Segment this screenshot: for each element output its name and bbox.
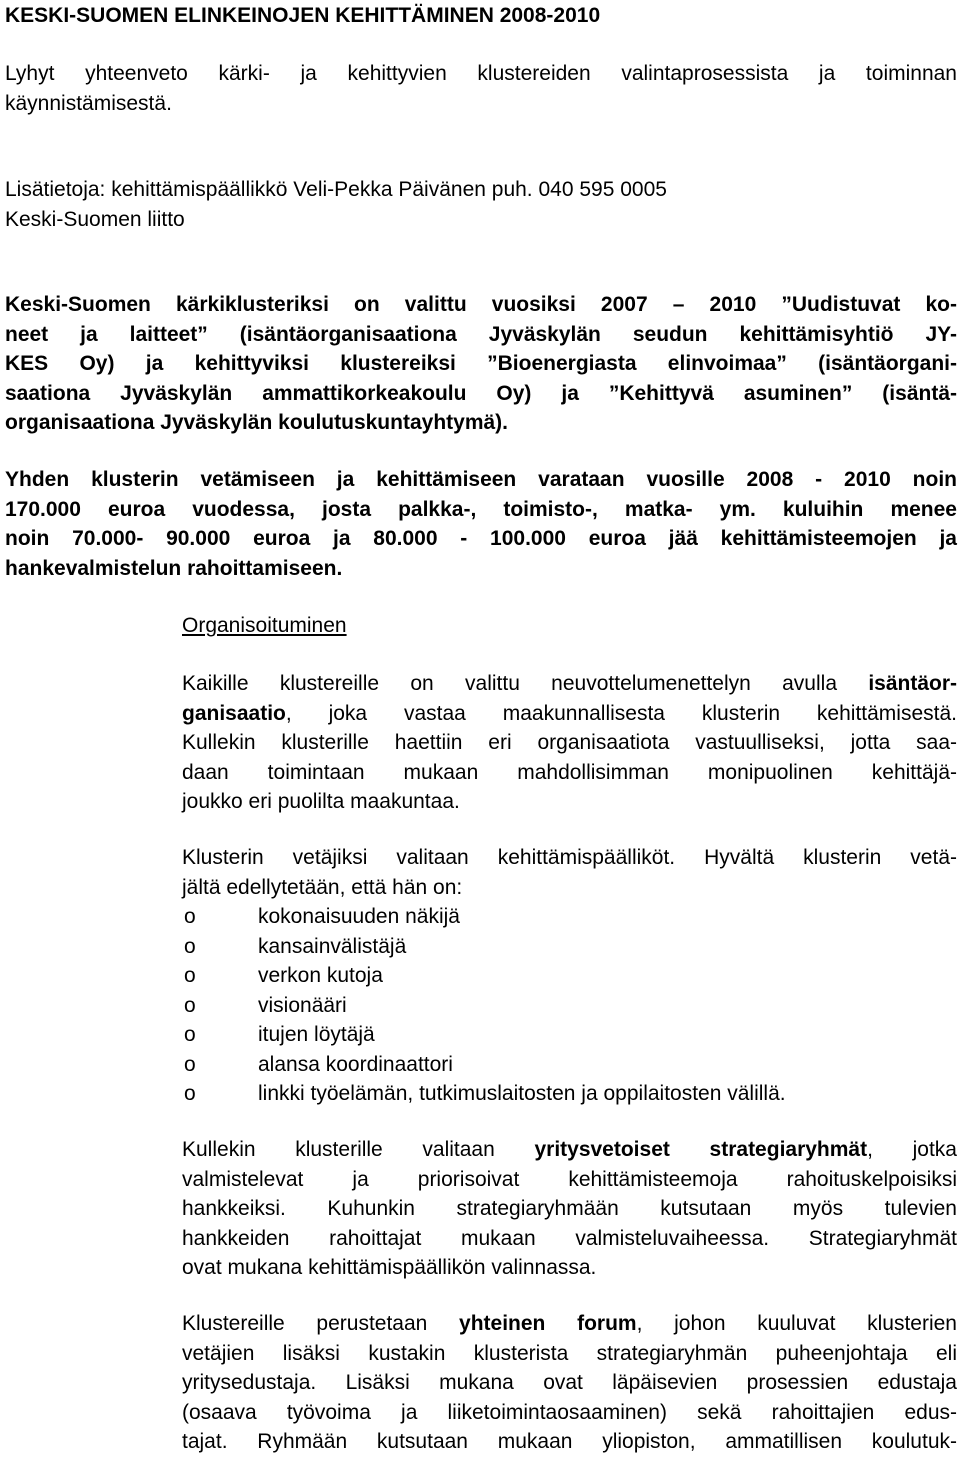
list-item-text: kansainvälistäjä bbox=[258, 934, 407, 958]
document-title: KESKI-SUOMEN ELINKEINOJEN KEHITTÄMINEN 2008-2010 bbox=[5, 4, 601, 27]
funding-line: hankevalmistelun rahoittamiseen. bbox=[5, 556, 343, 580]
text-run: , joka vastaa maakunnallisesta klusterin kehittämisestä. bbox=[285, 701, 957, 725]
paragraph-line: Kullekin klusterille haettiin eri organisaatiota vastuulliseksi, jotta saa- bbox=[182, 731, 957, 754]
host-organisation-paragraph bbox=[182, 669, 957, 817]
paragraph-line: vetäjien lisäksi kustakin klusterista strategiaryhmän puheenjohtaja eli bbox=[182, 1341, 957, 1365]
list-item bbox=[182, 1050, 942, 1080]
text-run: Kullekin klusterille valitaan bbox=[182, 1138, 535, 1161]
bullet-marker: o bbox=[184, 1082, 196, 1105]
list-item bbox=[182, 932, 942, 962]
paragraph-line: Klusterin vetäjiksi valitaan kehittämispäälliköt. Hyvältä klusterin vetä- bbox=[182, 846, 957, 869]
bullet-marker: o bbox=[184, 934, 196, 958]
emphasis-text: yritysvetoiset strategiaryhmät bbox=[534, 1138, 868, 1161]
list-item-text: linkki työelämän, tutkimuslaitosten ja oppilaitosten välillä. bbox=[258, 1082, 786, 1105]
clusters-paragraph bbox=[5, 290, 957, 438]
bullet-marker: o bbox=[184, 964, 196, 987]
paragraph-line: ovat mukana kehittämispäällikön valinnassa. bbox=[182, 1256, 597, 1279]
leader-qualities-list bbox=[182, 902, 942, 1109]
paragraph-line bbox=[182, 699, 957, 729]
bullet-marker: o bbox=[184, 993, 196, 1017]
leader-paragraph bbox=[182, 843, 957, 902]
clusters-line: KES Oy) ja kehittyviksi klustereiksi ”Bioenergiasta elinvoimaa” (isäntäorgani- bbox=[5, 352, 957, 375]
emphasis-text: ganisaatio bbox=[182, 701, 286, 725]
paragraph-line: hankkeiksi. Kuhunkin strategiaryhmään kutsutaan myös tulevien bbox=[182, 1197, 957, 1220]
emphasis-text: yhteinen forum bbox=[459, 1312, 637, 1335]
paragraph-line: yritysedustaja. Lisäksi mukana ovat läpäisevien prosessien edustaja bbox=[182, 1371, 957, 1394]
paragraph-line: hankkeiden rahoittajat mukaan valmisteluvaiheessa. Strategiaryhmät bbox=[182, 1226, 957, 1250]
bullet-marker: o bbox=[184, 1052, 196, 1076]
paragraph-line: jältä edellytetään, että hän on: bbox=[182, 875, 463, 899]
bullet-marker: o bbox=[184, 1023, 196, 1046]
funding-line: Yhden klusterin vetämiseen ja kehittämiseen varataan vuosille 2008 - 2010 noin bbox=[5, 468, 957, 491]
list-item-text: visionääri bbox=[258, 993, 347, 1017]
contact-info bbox=[5, 175, 957, 234]
text-run: , johon kuuluvat klusterien bbox=[636, 1312, 957, 1335]
paragraph-line: (osaava työvoima ja liiketoimintaosaaminen) sekä rahoittajien edus- bbox=[182, 1400, 957, 1424]
list-item bbox=[182, 961, 942, 991]
paragraph-line: tajat. Ryhmään kutsutaan mukaan yliopiston, ammatillisen koulutuk- bbox=[182, 1430, 957, 1453]
forum-paragraph bbox=[182, 1309, 957, 1457]
emphasis-text: isäntäor- bbox=[868, 672, 957, 695]
funding-line: 170.000 euroa vuodessa, josta palkka-, toimisto-, matka- ym. kuluihin menee bbox=[5, 497, 957, 521]
text-run: , jotka bbox=[867, 1138, 957, 1161]
paragraph-line bbox=[182, 1135, 957, 1165]
funding-line: noin 70.000- 90.000 euroa ja 80.000 - 100.000 euroa jää kehittämisteemojen ja bbox=[5, 527, 957, 550]
contact-line: Keski-Suomen liitto bbox=[5, 207, 185, 231]
paragraph-line: valmistelevat ja priorisoivat kehittämisteemoja rahoituskelpoisiksi bbox=[182, 1167, 957, 1191]
list-item-text: verkon kutoja bbox=[258, 964, 383, 987]
clusters-line: neet ja laitteet” (isäntäorganisaationa Jyväskylän seudun kehittämisyhtiö JY- bbox=[5, 322, 957, 346]
paragraph-line: joukko eri puolilta maakuntaa. bbox=[182, 790, 460, 813]
list-item bbox=[182, 902, 942, 932]
intro-paragraph bbox=[5, 59, 957, 118]
text-run: Kaikille klustereille on valittu neuvottelumenettelyn avulla bbox=[182, 672, 869, 695]
bullet-marker: o bbox=[184, 905, 196, 928]
list-item-text: kokonaisuuden näkijä bbox=[258, 905, 460, 928]
list-item bbox=[182, 1079, 942, 1109]
clusters-line: Keski-Suomen kärkiklusteriksi on valittu vuosiksi 2007 – 2010 ”Uudistuvat ko- bbox=[5, 293, 957, 316]
paragraph-line bbox=[182, 1309, 957, 1339]
section-heading: Organisoituminen bbox=[182, 614, 347, 637]
clusters-line: organisaationa Jyväskylän koulutuskuntayhtymä). bbox=[5, 411, 508, 434]
text-run: Klustereille perustetaan bbox=[182, 1312, 460, 1335]
intro-line: Lyhyt yhteenveto kärki- ja kehittyvien klustereiden valintaprosessista ja toiminnan bbox=[5, 62, 957, 85]
intro-line: käynnistämisestä. bbox=[5, 91, 172, 115]
clusters-line: saationa Jyväskylän ammattikorkeakoulu Oy) ja ”Kehittyvä asuminen” (isäntä- bbox=[5, 381, 957, 405]
list-item bbox=[182, 991, 942, 1021]
paragraph-line bbox=[182, 669, 957, 699]
list-item-text: alansa koordinaattori bbox=[258, 1052, 453, 1076]
list-item-text: itujen löytäjä bbox=[258, 1023, 375, 1046]
paragraph-line: daan toimintaan mukaan mahdollisimman monipuolinen kehittäjä- bbox=[182, 760, 957, 784]
contact-line: Lisätietoja: kehittämispäällikkö Veli-Pekka Päivänen puh. 040 595 0005 bbox=[5, 178, 667, 201]
funding-paragraph bbox=[5, 465, 957, 583]
list-item bbox=[182, 1020, 942, 1050]
strategy-groups-paragraph bbox=[182, 1135, 957, 1283]
